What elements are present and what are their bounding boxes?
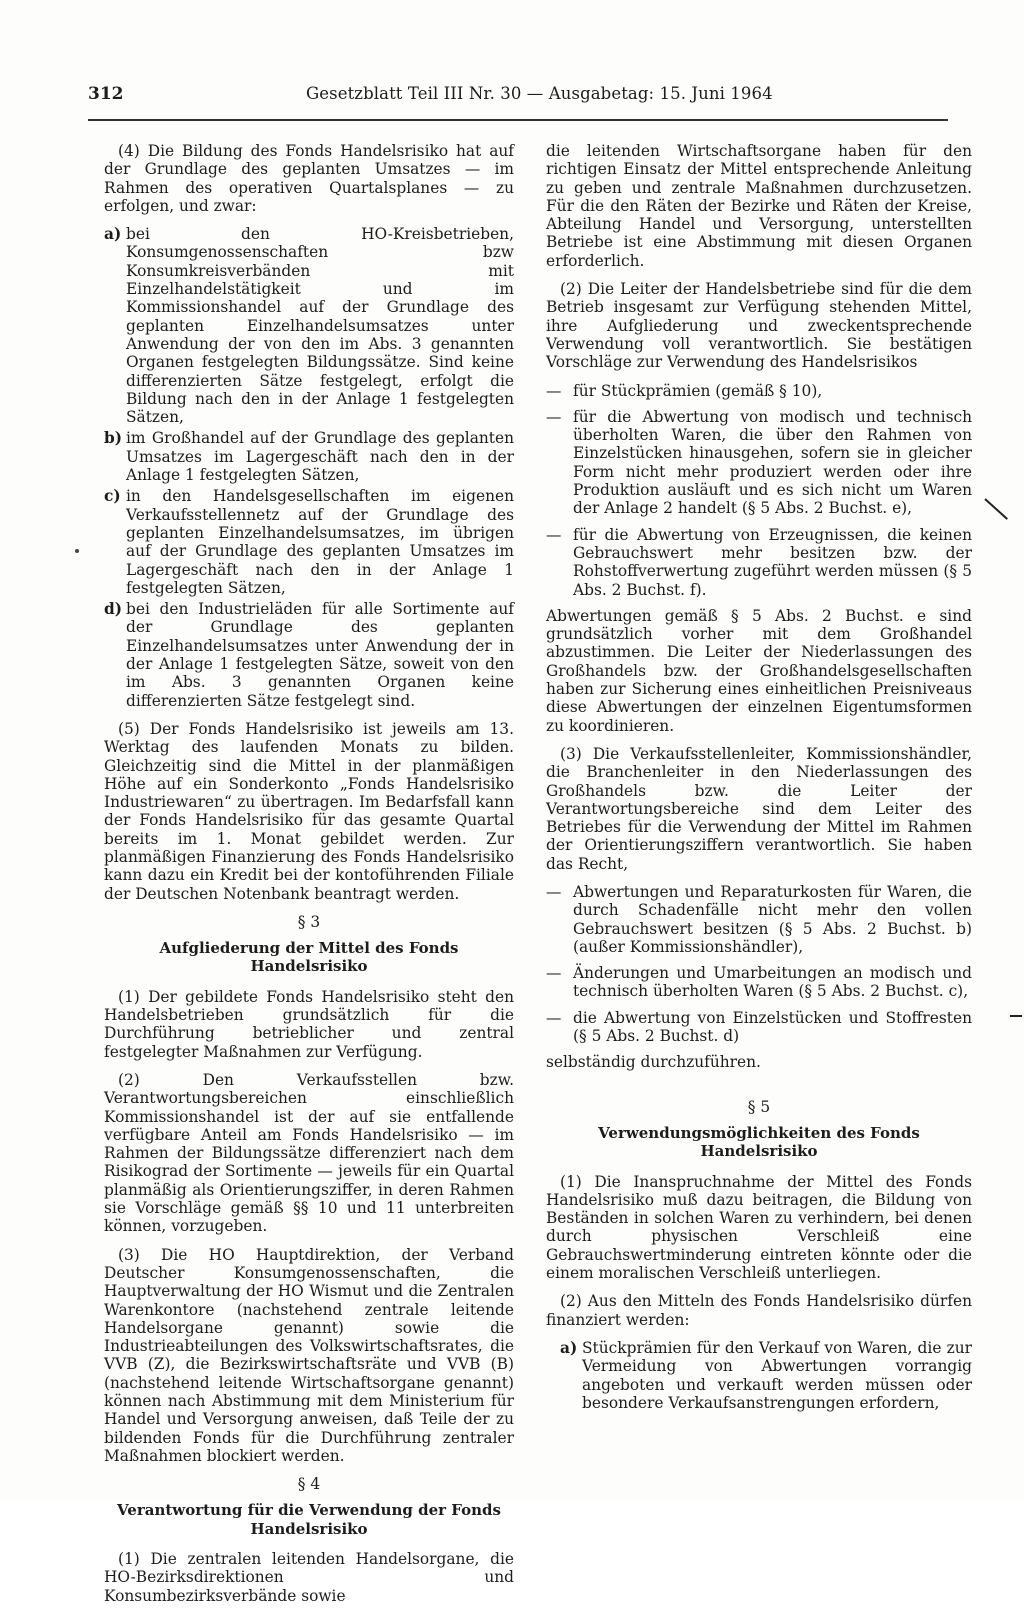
running-head: Gesetzblatt Teil III Nr. 30 — Ausgabetag: 15. Juni 1964: [306, 84, 773, 103]
page-header: [88, 84, 968, 114]
list-text: Änderungen und Umarbeitungen an modisch und technisch überholten Waren (§ 5 Abs. 2 Buchst. c),: [573, 964, 972, 1001]
list-text: im Großhandel auf der Grundlage des geplanten Umsatzes im Lagergeschäft nach den in der Anlage 1 festgelegten Sätzen,: [126, 429, 514, 485]
list-marker: —: [546, 964, 562, 983]
section-3-title: Aufgliederung der Mittel des Fonds Handelsrisiko: [159, 939, 459, 976]
section-4-paragraph-2: (2) Die Leiter der Handelsbetriebe sind für die dem Betrieb insgesamt zur Verfügung stehenden Mittel, ihre Aufgliederung und zweckentsprechende Verwendung voll verantwortlich. Sie bestätigen Vorschläge zur Verwendung des Handelsrisikos: [546, 280, 972, 372]
right-column: [546, 142, 972, 1415]
section-5-title: Verwendungsmöglichkeiten des Fonds Handelsrisiko: [598, 1123, 920, 1161]
list-marker: c): [104, 487, 121, 506]
list-text: die Abwertung von Einzelstücken und Stoffresten (§ 5 Abs. 2 Buchst. d): [573, 1008, 972, 1046]
section-4-paragraph-1-start: (1) Die zentralen leitenden Handelsorgane, die HO-Bezirksdirektionen und Konsumbezirksverbände sowie: [104, 1550, 514, 1605]
list-marker: a): [104, 225, 122, 244]
list-text: für die Abwertung von Erzeugnissen, die keinen Gebrauchswert mehr besitzen bzw. der Rohstoffverwertung zugeführt werden müssen (§ 5 Abs. 2 Buchst. f).: [573, 525, 972, 599]
list-marker: —: [546, 525, 562, 544]
list-marker: b): [104, 429, 123, 448]
header-rule: [88, 119, 948, 121]
section-4-paragraph-3: (3) Die Verkaufsstellenleiter, Kommissionshändler, die Branchenleiter in den Niederlassungen des Großhandels bzw. die Leiter der Verantwortungsbereiche sind dem Leiter des Betriebes für die Verwendung der Mittel im Rahmen der Orientierungsziffern verantwortlich. Sie haben das Recht,: [546, 744, 972, 873]
section-3-paragraph-1: (1) Der gebildete Fonds Handelsrisiko steht den Handelsbetrieben grundsätzlich für die Durchführung betrieblicher und zentral festgelegter Maßnahmen zur Verfügung.: [104, 987, 514, 1061]
list-marker: —: [546, 381, 562, 400]
margin-slash-mark: [984, 498, 1008, 520]
list-text: für Stückprämien (gemäß § 10),: [573, 381, 823, 400]
margin-tick-mark: [1010, 1015, 1022, 1017]
list-item: [546, 1339, 972, 1412]
list-marker: —: [546, 407, 562, 426]
list-item: [546, 1009, 972, 1046]
section-5-number: § 5: [747, 1097, 771, 1116]
list-item: [546, 408, 972, 518]
left-column: [104, 142, 514, 1615]
list-item: [546, 883, 972, 956]
list-item: [104, 429, 514, 484]
list-item: [546, 964, 972, 1001]
section-4-number: § 4: [297, 1475, 321, 1494]
paragraph-5: (5) Der Fonds Handelsrisiko ist jeweils am 13. Werktag des laufenden Monats zu bilden. Gleichzeitig sind die Mittel in der planmäßigen Höhe auf ein Sonderkonto „Fonds Handelsrisiko Industriewaren“ zu übertragen. Im Bedarfsfall kann der Fonds Handelsrisiko für das gesamte Quartal bereits im 1. Monat gebildet werden. Zur planmäßigen Finanzierung des Fonds Handelsrisiko kann dazu ein Kredit bei der kontoführenden Filiale der Deutschen Notenbank beantragt werden.: [104, 719, 514, 903]
section-4-title: Verantwortung für die Verwendung der Fonds Handelsrisiko: [117, 1501, 501, 1538]
list-marker: —: [546, 1008, 562, 1027]
paragraph-4-intro: (4) Die Bildung des Fonds Handelsrisiko hat auf der Grundlage des geplanten Umsatzes — im Rahmen des operativen Quartalsplanes — zu erfolgen, und zwar:: [104, 142, 514, 215]
list-marker: a): [560, 1338, 578, 1357]
list-text: bei den HO-Kreisbetrieben, Konsumgenossenschaften bzw Konsumkreisverbänden mit Einzelhandelstätigkeit und im Kommissionshandel auf der Grundlage des geplanten Einzelhandelsumsatzes unter Anwendung der von den im Abs. 3 genannten Organen festgelegten Bildungssätze. Sind keine differenzierten Sätze festgelegt, erfolgt die Bildung nach den in der Anlage 1 festgelegten Sätzen,: [126, 225, 514, 427]
section-4-paragraph-1-end: die leitenden Wirtschaftsorgane haben für den richtigen Einsatz der Mittel entsprechende Anleitung zu geben und zentrale Maßnahmen durchzusetzen. Für die den Räten der Bezirke und Räten der Kreise, Abteilung Handel und Versorgung, unterstellten Betriebe ist eine Abstimmung mit diesen Organen erforderlich.: [546, 142, 972, 270]
list-item: [104, 225, 514, 426]
list-marker: —: [546, 882, 562, 901]
list-text: für die Abwertung von modisch und technisch überholten Waren, die über den Rahmen von Einzelstücken hinausgehen, sofern sie in gleicher Form nicht mehr produziert werden oder ihre Produktion ausläuft und es sich nicht um Waren der Anlage 2 handelt (§ 5 Abs. 2 Buchst. e),: [573, 407, 972, 518]
list-text: in den Handelsgesellschaften im eigenen Verkaufsstellennetz auf der Grundlage des geplanten Einzelhandelsumsatzes, im übrigen auf der Grundlage des geplanten Umsatzes im Lagergeschäft nach den in der Anlage 1 festgelegten Sätzen,: [126, 487, 514, 597]
list-item: [104, 487, 514, 597]
list-item: [546, 382, 972, 400]
list-text: Abwertungen und Reparaturkosten für Waren, die durch Schadenfälle nicht mehr den vollen Gebrauchswert besitzen (§ 5 Abs. 2 Buchst. b) (außer Kommissionshändler),: [573, 882, 972, 956]
page-number: 312: [88, 84, 124, 104]
list-marker: d): [104, 600, 123, 619]
section-3-paragraph-2: (2) Den Verkaufsstellen bzw. Verantwortungsbereichen einschließlich Kommissionshandel ist der auf sie entfallende verfügbare Anteil am Fonds Handelsrisiko — im Rahmen der Bildungssätze differenziert nach dem Risikograd der Sortimente — jeweils für ein Quartal planmäßig als Orientierungsziffer, in deren Rahmen sie Vorschläge gemäß §§ 10 und 11 unterbreiten können, vorzugeben.: [104, 1070, 514, 1236]
list-item: [546, 526, 972, 599]
section-3-number: § 3: [297, 912, 321, 931]
section-3-paragraph-3: (3) Die HO Hauptdirektion, der Verband Deutscher Konsumgenossenschaften, die Hauptverwaltung der HO Wismut und die Zentralen Warenkontore (nachstehend zentrale leitende Handelsorgane genannt) sowie die Industrieabteilungen des Volkswirtschaftsrates, die VVB (Z), die Bezirkswirtschaftsräte und VVB (B) (nachstehend leitende Wirtschaftsorgane genannt) können nach Abstimmung mit dem Ministerium für Handel und Versorgung anweisen, daß Teile der zu bildenden Fonds für die Durchführung zentraler Maßnahmen blockiert werden.: [104, 1245, 514, 1465]
section-5-paragraph-1: (1) Die Inanspruchnahme der Mittel des Fonds Handelsrisiko muß dazu beitragen, die Bildung von Beständen in solchen Waren zu verhindern, bei denen durch physischen Verschleiß eine Gebrauchswertminderung eintreten könnte oder die einem moralischen Verschleiß unterliegen.: [546, 1172, 972, 1283]
margin-dot-mark: [75, 549, 79, 553]
section-5-paragraph-2: (2) Aus den Mitteln des Fonds Handelsrisiko dürfen finanziert werden:: [546, 1292, 972, 1329]
section-4-paragraph-2-after: Abwertungen gemäß § 5 Abs. 2 Buchst. e sind grundsätzlich vorher mit dem Großhandel abzustimmen. Die Leiter der Niederlassungen des Großhandels bzw. der Großhandelsgesellschaften haben zur Sicherung eines einheitlichen Preisniveaus diese Abwertungen der einzelnen Eigentumsformen zu koordinieren.: [546, 606, 972, 735]
list-text: Stückprämien für den Verkauf von Waren, die zur Vermeidung von Abwertungen vorrangig angeboten und verkauft werden müssen oder besondere Verkaufsanstrengungen erfordern,: [582, 1338, 972, 1412]
section-4-paragraph-3-after: selbständig durchzuführen.: [546, 1053, 761, 1072]
list-text: bei den Industrieläden für alle Sortimente auf der Grundlage des geplanten Einzelhandelsumsatzes unter Anwendung der in der Anlage 1 festgelegten Sätze, soweit von den im Abs. 3 genannten Organen keine differenzierten Sätze festgelegt sind.: [126, 600, 514, 710]
list-item: [104, 600, 514, 710]
